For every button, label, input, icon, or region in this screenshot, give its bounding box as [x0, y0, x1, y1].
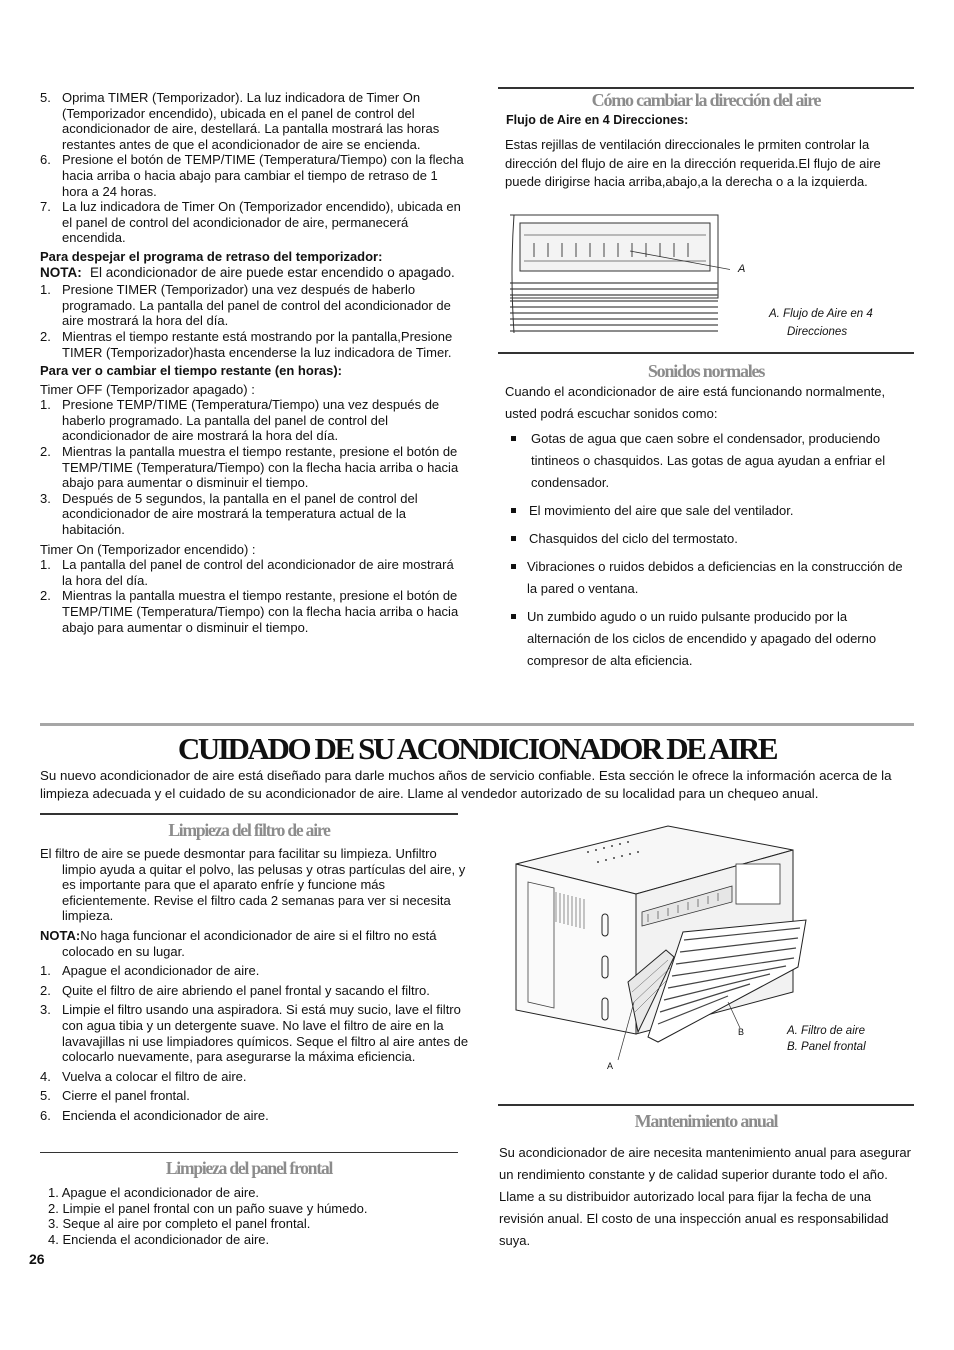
annual-heading: Mantenimiento anual: [634, 1111, 778, 1131]
figure-caption: A. Flujo de Aire en 4 Direcciones: [769, 308, 873, 338]
page-number: 26: [29, 1251, 45, 1267]
section-divider: [498, 352, 914, 354]
list-item: El movimiento del aire que sale del ventilador.: [505, 500, 913, 522]
air-conditioner-illustration: [508, 822, 808, 1077]
care-title: CUIDADO DE SU ACONDICIONADOR DE AIRE: [177, 731, 777, 766]
note-text: No haga funcionar el acondicionador de aire si el filtro no está colocado en su lugar.: [62, 927, 437, 959]
filter-steps: [40, 963, 472, 1123]
sounds-heading: Sonidos normales: [647, 361, 765, 381]
note-label: NOTA:: [40, 264, 82, 280]
list-item: 2. Mientras la pantalla muestra el tiempo restante, presione el botón de TEMP/TIME (Temperatura/Tiempo) con la flecha hacia arriba o hacia abajo para aumentar o disminuir el tiempo.: [40, 444, 459, 491]
list-item: 4. Vuelva a colocar el filtro de aire.: [40, 1068, 247, 1084]
note-text: El acondicionador de aire puede estar encendido o apagado.: [90, 264, 455, 280]
timer-on-steps: [40, 557, 465, 635]
timer-off-steps: [40, 397, 465, 537]
panel-steps: [48, 1185, 468, 1247]
filter-heading: Limpieza del filtro de aire: [168, 820, 330, 840]
figure-caption: A. Filtro de aire B. Panel frontal: [787, 1025, 866, 1053]
list-item: Un zumbido agudo o un ruido pulsante producido por la alternación de los ciclos de encendido y apagado del oderno compresor de alta eficiencia.: [505, 606, 913, 672]
list-item: 4. Encienda el acondicionador de aire.: [48, 1231, 270, 1247]
list-item: 3. Seque al aire por completo el panel frontal.: [48, 1216, 311, 1232]
air-direction-illustration: [510, 213, 730, 335]
list-item: 3. Después de 5 segundos, la pantalla en el panel de control del acondicionador de aire mostrará la temperatura actual de la habitación.: [40, 490, 418, 538]
timer-instructions: [40, 90, 465, 635]
list-item: 1. Presione TEMP/TIME (Temperatura/Tiempo) una vez después de haberlo programado. La pantalla del panel de control del acondicionador de aire mostrará la hora del día.: [40, 397, 440, 444]
direction-heading: Cómo cambiar la dirección del aire: [591, 90, 821, 110]
direction-subheading: Flujo de Aire en 4 Direcciones:: [506, 113, 689, 127]
section-divider: [498, 1104, 914, 1106]
timer-on-label: Timer On (Temporizador encendido) :: [40, 541, 256, 557]
section-divider: [40, 813, 458, 815]
list-item: Gotas de agua que caen sobre el condensador, produciendo tintineos o chasquidos. Las gotas de agua ayudan a enfriar el condensador.: [505, 428, 913, 494]
filter-note: [40, 928, 472, 959]
figure-label-a: A: [738, 263, 746, 275]
list-item: 2. Limpie el panel frontal con un paño suave y húmedo.: [48, 1200, 368, 1216]
timer-steps-5-7: [40, 90, 465, 246]
list-item: 2. Mientras el tiempo restante está mostrando por la pantalla,Presione TIMER (Temporizador)hasta encenderse la luz indicadora de Timer.: [40, 328, 453, 360]
note: [40, 265, 465, 281]
annual-body: Su acondicionador de aire necesita mantenimiento anual para asegurar un rendimiento constante y de calidad superior durante todo el año. Llame a su distribuidor autorizado local para fijar la fecha de una revisión anual. El costo de una inspección anual es responsabilidad suya.: [499, 1145, 911, 1248]
view-time-heading: Para ver o cambiar el tiempo restante (en horas):: [40, 363, 342, 379]
list-item: Chasquidos del ciclo del termostato.: [505, 528, 913, 550]
list-item: 7. La luz indicadora de Timer On (Temporizador encendido), ubicada en el panel de control del acondicionador de aire, permanecerá encendida.: [40, 199, 461, 246]
note-label: NOTA:: [40, 927, 81, 943]
list-item: 5. Cierre el panel frontal.: [40, 1088, 190, 1104]
list-item: 5. Oprima TIMER (Temporizador). La luz indicadora de Timer On (Temporizador encendido), ubicada en el panel de control del acondicionador de aire, destellará. La pantalla mostrará las horas restantes antes de que el acondicionador de aire se encienda.: [40, 90, 440, 152]
sounds-intro: Cuando el acondicionador de aire está funcionando normalmente, usted podrá escuchar sonidos como:: [505, 384, 886, 421]
list-item: 3. Limpie el filtro usando una aspiradora. Si está muy sucio, lave el filtro con agua tibia y un detergente suave. No lave el filtro de aire en la lavavajillas ni use limpiadores químicos. Seque el filtro al aire antes de colocarlo nuevamente, para asegurarse la máxima eficiencia.: [40, 1002, 469, 1065]
list-item: 1. Apague el acondicionador de aire.: [48, 1185, 260, 1200]
list-item: 1. La pantalla del panel de control del acondicionador de aire mostrará la hora del día.: [40, 557, 454, 588]
list-item: 1. Apague el acondicionador de aire.: [40, 963, 260, 979]
sounds-list: [505, 428, 913, 678]
figure-label-a: A: [607, 1061, 614, 1071]
care-intro: Su nuevo acondicionador de aire está diseñado para darle muchos años de servicio confiable. Esta sección le ofrece la información acerca de la limpieza adecuada y el cuidado de su acondicionador de aire. Llame al vendedor autorizado de su localidad para un chequeo anual.: [40, 768, 892, 801]
section-divider: [40, 1152, 458, 1153]
list-item: Vibraciones o ruidos debidos a deficiencias en la construcción de la pared o ventana.: [505, 556, 913, 600]
section-divider-major: [40, 723, 914, 726]
figure-label-b: B: [738, 1027, 745, 1037]
direction-body: Estas rejillas de ventilación direccionales le prmiten controlar la dirección del flujo de aire en la dirección requerida.El flujo de aire puede dirigirse hacia arriba,abajo,a la derecha o a la izquierda.: [505, 137, 881, 189]
list-item: 2. Mientras la pantalla muestra el tiempo restante, presione el botón de TEMP/TIME (Temperatura/Tiempo) con la flecha hacia arriba o hacia abajo para aumentar o disminuir el tiempo.: [40, 588, 459, 635]
list-item: 6. Encienda el acondicionador de aire.: [40, 1107, 269, 1123]
list-item: 2. Quite el filtro de aire abriendo el panel frontal y sacando el filtro.: [40, 982, 430, 998]
section-divider: [498, 87, 914, 89]
clear-steps: [40, 282, 465, 360]
list-item: 6. Presione el botón de TEMP/TIME (Temperatura/Tiempo) con la flecha hacia arriba o hacia abajo para cambiar el tiempo de retraso de 1 hora a 24 horas.: [40, 152, 464, 199]
filter-intro: El filtro de aire se puede desmontar para facilitar su limpieza. Unfiltro limpio ayuda a quitar el polvo, las pelusas y otras partículas del aire, y es importante para que el aparato enfríe y funcione más eficientemente. Revise el filtro cada 2 semanas para ver si necesita limpieza.: [40, 846, 466, 924]
timer-off-label: Timer OFF (Temporizador apagado) :: [40, 381, 255, 397]
list-item: 1. Presione TIMER (Temporizador) una vez después de haberlo programado. La pantalla del panel de control del acondicionador de aire mostrará la hora del día.: [40, 282, 451, 329]
clear-program-heading: Para despejar el programa de retraso del temporizador:: [40, 248, 383, 264]
panel-heading: Limpieza del panel frontal: [165, 1158, 333, 1178]
filter-instructions: [40, 846, 472, 1128]
